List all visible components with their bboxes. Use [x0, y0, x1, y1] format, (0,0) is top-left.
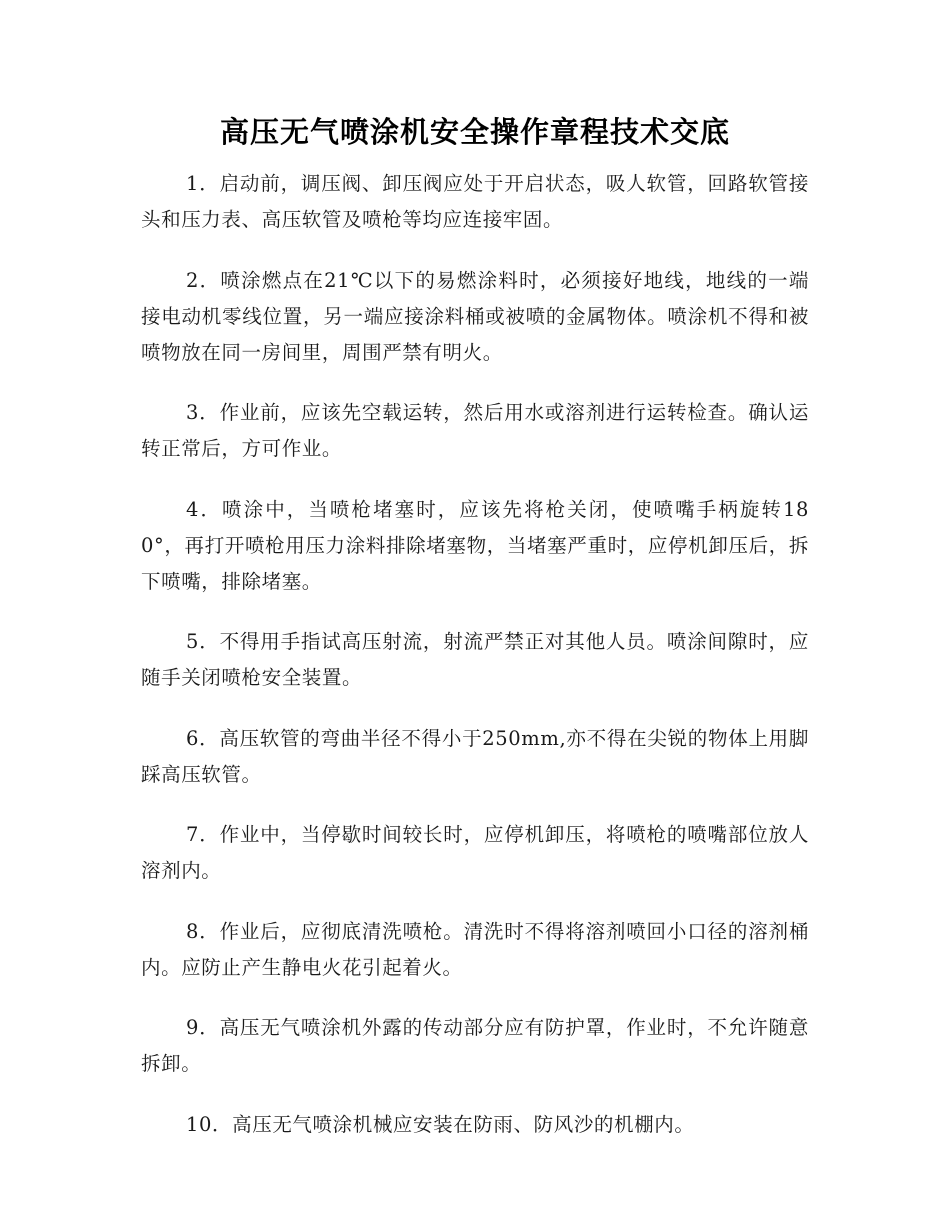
paragraph-item-8: 8．作业后，应彻底清洗喷枪。清洗时不得将溶剂喷回小口径的溶剂桶内。应防止产生静电火花引起着火。 [141, 919, 809, 979]
paragraph-item-1: 1．启动前，调压阀、卸压阀应处于开启状态，吸人软管，回路软管接头和压力表、高压软管及喷枪等均应连接牢固。 [141, 172, 809, 231]
paragraph-item-7: 7．作业中，当停歇时间较长时，应停机卸压，将喷枪的喷嘴部位放人溶剂内。 [141, 823, 809, 882]
paragraph-item-2: 2．喷涂燃点在21℃以下的易燃涂料时，必须接好地线，地线的一端接电动机零线位置，另一端应接涂料桶或被喷的金属物体。喷涂机不得和被喷物放在同一房间里，周围严禁有明火。 [141, 268, 809, 364]
document-body [141, 166, 809, 1167]
paragraph-item-6: 6．高压软管的弯曲半径不得小于250mm,亦不得在尖锐的物体上用脚踩高压软管。 [141, 726, 809, 786]
paragraph-item-10: 10．高压无气喷涂机械应安装在防雨、防风沙的机棚内。 [186, 1112, 695, 1136]
paragraph-item-5: 5．不得用手指试高压射流，射流严禁正对其他人员。喷涂间隙时，应随手关闭喷枪安全装置。 [141, 630, 809, 689]
paragraph-item-4: 4．喷涂中，当喷枪堵塞时，应该先将枪关闭，使喷嘴手柄旋转180°，再打开喷枪用压力涂料排除堵塞物，当堵塞严重时，应停机卸压后，拆下喷嘴，排除堵塞。 [141, 497, 809, 593]
paragraph-item-3: 3．作业前，应该先空载运转，然后用水或溶剂进行运转检查。确认运转正常后，方可作业。 [141, 401, 809, 460]
document-title: 高压无气喷涂机安全操作章程技术交底 [219, 115, 730, 149]
paragraph-item-9: 9．高压无气喷涂机外露的传动部分应有防护罩，作业时，不允许随意拆卸。 [141, 1016, 809, 1075]
